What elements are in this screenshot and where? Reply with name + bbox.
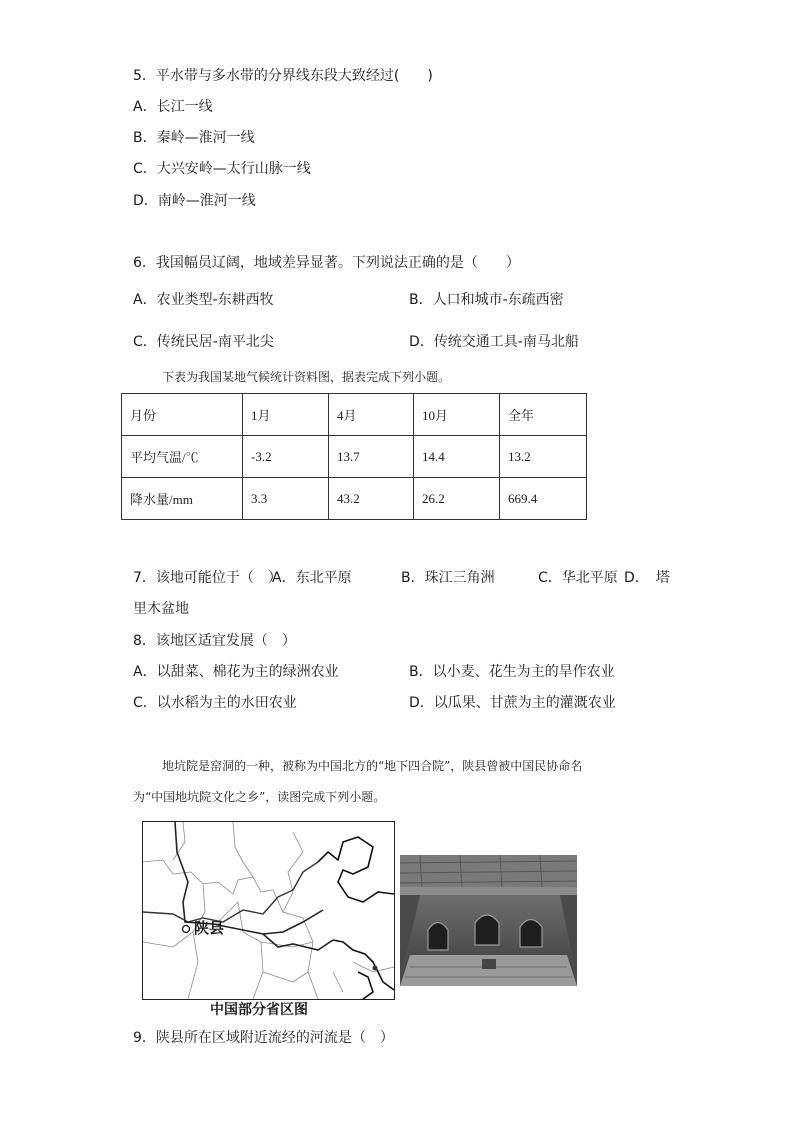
table-cell: 3.3 [243, 478, 329, 520]
table-cell: 26.2 [414, 478, 500, 520]
q5-stem: 5．平水带与多水带的分界线东段大致经过( ) [133, 68, 433, 84]
q7-option-d: D． 塔 [624, 570, 670, 586]
table-header-row [122, 394, 587, 436]
q7-option-d-continuation: 里木盆地 [133, 601, 189, 617]
q8-option-a: A．以甜菜、棉花为主的绿洲农业 [133, 664, 339, 680]
table-intro: 下表为我国某地气候统计资料图，据表完成下列小题。 [162, 370, 451, 384]
q5-option-a: A．长江一线 [133, 99, 213, 115]
q6-option-c: C．传统民居-南平北尖 [133, 334, 274, 350]
q7-option-c: C．华北平原 [538, 570, 618, 586]
q7-option-b: B．珠江三角洲 [401, 570, 495, 586]
table-header-cell: 全年 [500, 394, 587, 436]
map-caption: 中国部分省区图 [210, 1002, 308, 1018]
table-row-precipitation [122, 478, 587, 520]
q8-option-d: D．以瓜果、甘蔗为主的灌溉农业 [409, 695, 616, 711]
shanxian-marker-icon [183, 926, 190, 933]
q6-option-b: B．人口和城市-东疏西密 [409, 292, 564, 308]
table-header-cell: 10月 [414, 394, 500, 436]
passage-line-1: 地坑院是窑洞的一种，被称为中国北方的“地下四合院”，陕县曾被中国民协命名 [162, 759, 583, 773]
table-cell: 降水量/mm [122, 478, 243, 520]
q9-stem: 9．陕县所在区域附近流经的河流是（ ） [133, 1030, 394, 1046]
q6-option-d: D．传统交通工具-南马北船 [409, 334, 579, 350]
table-cell: 13.7 [329, 436, 414, 478]
map-city-label: 陕县 [194, 919, 225, 937]
q8-stem: 8．该地区适宜发展（ ） [133, 633, 296, 649]
province-map-drawing [143, 822, 394, 999]
q6-stem: 6．我国幅员辽阔，地域差异显著。下列说法正确的是（ ） [133, 255, 520, 271]
table-header-cell: 月份 [122, 394, 243, 436]
table-cell: -3.2 [243, 436, 329, 478]
passage-line-2: 为“中国地坑院文化之乡”，读图完成下列小题。 [133, 790, 386, 804]
q7-stem: 7．该地可能位于（ ） [133, 570, 282, 586]
table-cell: 13.2 [500, 436, 587, 478]
table-row-temperature [122, 436, 587, 478]
q8-option-b: B．以小麦、花生为主的旱作农业 [409, 664, 615, 680]
table-cell: 平均气温/℃ [122, 436, 243, 478]
q5-option-d: D．南岭—淮河一线 [133, 193, 256, 209]
table-cell: 43.2 [329, 478, 414, 520]
table-header-cell: 4月 [329, 394, 414, 436]
q8-option-c: C．以水稻为主的水田农业 [133, 695, 297, 711]
q6-option-a: A．农业类型-东耕西牧 [133, 292, 274, 308]
q5-option-c: C．大兴安岭—太行山脉一线 [133, 161, 311, 177]
province-map [142, 821, 395, 1000]
climate-table [121, 393, 587, 520]
table-header-cell: 1月 [243, 394, 329, 436]
table-cell: 14.4 [414, 436, 500, 478]
dikengyuan-photo [400, 855, 577, 986]
table-cell: 669.4 [500, 478, 587, 520]
q5-option-b: B．秦岭—淮河一线 [133, 130, 255, 146]
q7-option-a: A．东北平原 [272, 570, 352, 586]
